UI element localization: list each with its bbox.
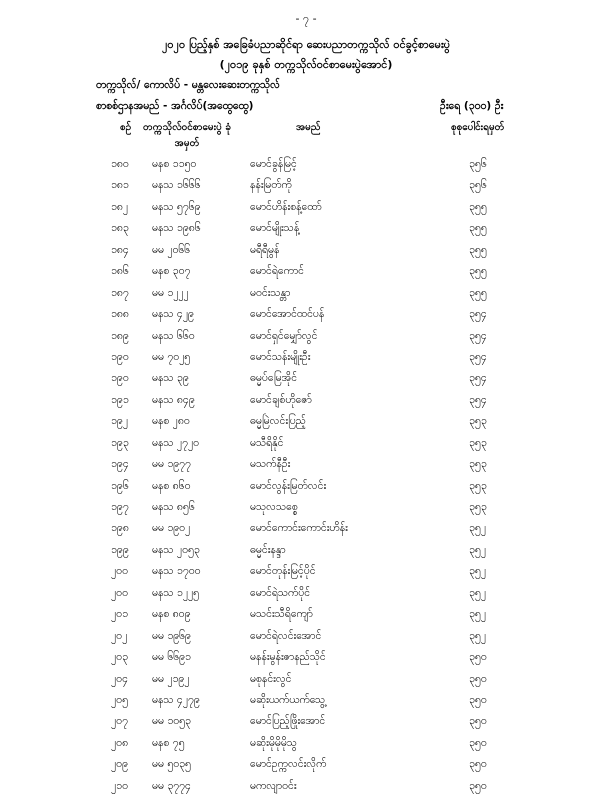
- total-marks: ၃၅၄: [469, 329, 487, 342]
- student-name: မဆိုးယက်ယက်သွေ့: [250, 693, 326, 706]
- student-name: ဓမ္မပ်မြေအိုင်: [250, 372, 298, 385]
- table-row: [0, 458, 612, 479]
- table-row: [0, 158, 612, 179]
- table-row: [0, 394, 612, 415]
- table-row: [0, 522, 612, 543]
- total-marks: ၃၅၃: [469, 436, 487, 449]
- table-row: [0, 308, 612, 329]
- student-name: မောင်ရဲကောင်: [250, 265, 304, 278]
- roll-number: မမ ၁၀၅၃: [152, 715, 191, 728]
- table-row: [0, 372, 612, 393]
- student-name: မကလျာဝင်း: [250, 779, 297, 792]
- student-name: မောင်ရဲလင်းအောင်: [250, 629, 322, 642]
- row-number: ၂၀၇: [111, 715, 128, 728]
- roll-number: မနစ ၇၅: [152, 736, 185, 749]
- total-marks: ၃၅၂: [469, 586, 486, 599]
- total-marks: ၃၅၂: [469, 565, 486, 578]
- table-row: [0, 758, 612, 779]
- student-name: မသုလသစ္စေ: [250, 501, 298, 513]
- total-count: ဦးရေ (၃၀၀) ဦး: [440, 100, 504, 112]
- exam-center-line: စာစစ်ဌာနအမည် - အင်္ဂလိပ်(အထွေထွေ): [96, 100, 254, 112]
- roll-number: မနသ ၂၀၅၃: [152, 543, 200, 556]
- roll-number: မမ ၅၀၃၅: [152, 758, 191, 771]
- table-row: [0, 265, 612, 286]
- roll-number: မမ ၂၁၉၂: [152, 672, 190, 685]
- table-row: [0, 201, 612, 222]
- roll-number: မနသ ၁၆၆၆: [152, 179, 201, 192]
- row-number: ၁၈၃: [111, 222, 129, 235]
- roll-number: မနစ ၁၁၅၀: [152, 158, 197, 170]
- row-number: ၁၉၀: [111, 372, 129, 385]
- page-number: - ၇ -: [295, 12, 317, 25]
- student-name: မောင်မျိုးသန့်: [250, 222, 300, 235]
- document-subtitle: (၂၀၁၉ ခုနှစ် တက္ကသိုလ်ဝင်စာမေးပွဲအောင်): [219, 58, 393, 71]
- roll-number: မနစ ၈၀၉: [152, 608, 191, 621]
- row-number: ၂၀၄: [111, 672, 128, 685]
- roll-number: မနသ ၅၇၆၉: [152, 200, 201, 213]
- row-number: ၂၀၁: [111, 608, 128, 621]
- row-number: ၁၈၄: [111, 243, 129, 256]
- student-name: မောင်ကောင်းကောင်းဟိန်း: [250, 522, 348, 535]
- total-marks: ၃၅၀: [469, 715, 487, 728]
- total-marks: ၃၅၃: [469, 415, 487, 428]
- total-marks: ၃၅၂: [469, 522, 486, 535]
- row-number: ၂၁၀: [111, 779, 128, 792]
- roll-number: မမ ၃၇၇၄: [152, 779, 191, 792]
- student-name: မဆိုးမိုမိုမိုသွ: [250, 736, 297, 749]
- table-header: [0, 120, 612, 156]
- roll-number: မမ ၁၉၀၂: [152, 522, 191, 535]
- student-name: မစုနင်းလွင်: [250, 672, 292, 685]
- student-name: မောင်တုန်းမြင့်ပိုင်: [250, 565, 316, 578]
- roll-number: မနသ ၄၂၉: [152, 308, 194, 321]
- roll-number: မနစ ၂၈၀: [152, 415, 190, 428]
- row-number: ၁၉၄: [111, 458, 129, 471]
- table-row: [0, 651, 612, 672]
- roll-number: မမ ၂၀၆၆: [152, 243, 191, 256]
- table-row: [0, 501, 612, 522]
- table-row: [0, 565, 612, 586]
- total-marks: ၃၅၆: [469, 179, 487, 192]
- total-marks: ၃၅၄: [469, 350, 487, 363]
- total-marks: ၃၅၅: [469, 222, 487, 235]
- table-row: [0, 694, 612, 715]
- roll-number: မမ ၁၉၇၇: [152, 458, 191, 471]
- table-row: [0, 544, 612, 565]
- header-roll: တက္ကသိုလ်ဝင်စာမေးပွဲ ခုံအမှတ်: [143, 122, 231, 149]
- row-number: ၁၉၉: [111, 543, 129, 556]
- roll-number: မနသ ၁၉၈၆: [152, 222, 201, 235]
- table-row: [0, 737, 612, 758]
- student-name: မောင်ရဲသက်ပိုင်: [250, 586, 311, 599]
- table-row: [0, 415, 612, 436]
- row-number: ၂၀၉: [111, 758, 128, 771]
- total-marks: ၃၅၄: [469, 372, 487, 385]
- table-row: [0, 480, 612, 501]
- header-name: အမည်: [296, 122, 321, 133]
- row-number: ၁၉၂: [111, 415, 128, 428]
- student-name: မရီရီမွန်: [250, 243, 280, 256]
- total-marks: ၃၅၅: [469, 286, 487, 299]
- results-table: [0, 158, 612, 801]
- row-number: ၁၈၂: [111, 200, 129, 213]
- roll-number: မနသ ၁၂၂၅: [152, 586, 200, 599]
- total-marks: ၃၅၂: [469, 543, 486, 556]
- total-marks: ၃၅၃: [469, 458, 487, 471]
- row-number: ၂၀၂: [111, 629, 128, 642]
- row-number: ၁၉၆: [111, 479, 129, 492]
- roll-number: မမ ၁၉၆၉: [152, 629, 191, 642]
- roll-number: မမ ၇၀၂၅: [152, 350, 191, 363]
- row-number: ၁၈၀: [111, 158, 129, 170]
- table-row: [0, 244, 612, 265]
- student-name: နန်းမြတ်ကို: [250, 179, 292, 192]
- total-marks: ၃၅၀: [469, 736, 487, 749]
- table-row: [0, 673, 612, 694]
- table-row: [0, 780, 612, 801]
- roll-number: မနသ ၃၉: [152, 372, 189, 385]
- total-marks: ၃၅၀: [469, 758, 487, 771]
- student-name: မောင်ဥက္ကလင်းလိုက်: [250, 758, 327, 771]
- table-row: [0, 715, 612, 736]
- total-marks: ၃၅၃: [469, 479, 487, 492]
- table-row: [0, 587, 612, 608]
- roll-number: မနသ ၈၄၉: [152, 393, 195, 406]
- table-row: [0, 287, 612, 308]
- student-name: မောင်ဟိန်းစန့်ထော်: [250, 200, 322, 213]
- header-marks: စုစုပေါင်းရမှတ်: [451, 122, 505, 133]
- roll-number: မနသ ၆၆၀: [152, 329, 195, 342]
- total-marks: ၃၅၆: [469, 158, 487, 170]
- student-name: ဓမ္မမြဲလင်းပြည့်: [250, 415, 306, 428]
- student-name: မောင်ချစ်ဟိုဇော်: [250, 393, 312, 406]
- total-marks: ၃၅၅: [469, 265, 487, 278]
- table-row: [0, 608, 612, 629]
- row-number: ၁၉၁: [111, 393, 129, 406]
- student-name: မသီရိနိုင်: [250, 436, 284, 449]
- row-number: ၁၉၀: [111, 350, 129, 363]
- row-number: ၂၀၈: [111, 736, 129, 749]
- row-number: ၁၉၃: [111, 436, 129, 449]
- student-name: မောင်ရှင်မျှော်လွင်: [250, 329, 318, 342]
- student-name: မောင်သန်းမျိုးဦး: [250, 350, 311, 363]
- row-number: ၂၀၀: [111, 586, 128, 599]
- total-marks: ၃၅၀: [469, 651, 487, 664]
- row-number: ၂၀၀: [111, 565, 128, 578]
- student-name: မသက်နီဦး: [250, 458, 291, 471]
- total-marks: ၃၅၀: [469, 779, 487, 792]
- university-line: တက္ကသိုလ်/ ကောလိပ် - မန္တလေးဆေးတက္ကသိုလ်: [96, 79, 281, 91]
- table-row: [0, 351, 612, 372]
- table-row: [0, 630, 612, 651]
- header-no: စဉ်: [120, 122, 132, 133]
- student-name: မသင်းသီရိကျော်: [250, 608, 313, 621]
- row-number: ၂၀၃: [111, 651, 128, 664]
- table-row: [0, 179, 612, 200]
- roll-number: မနစ ၃၀၇: [152, 265, 191, 278]
- table-row: [0, 330, 612, 351]
- roll-number: မနစ ၈၆၀: [152, 479, 191, 492]
- student-name: မောင်အောင်ထင်ပန်: [250, 308, 325, 321]
- table-row: [0, 222, 612, 243]
- row-number: ၁၉၈: [111, 522, 129, 535]
- row-number: ၁၈၁: [111, 179, 129, 192]
- total-marks: ၃၅၂: [469, 608, 486, 621]
- student-name: မောင်လွန်းမြတ်လင်း: [250, 479, 327, 492]
- total-marks: ၃၅၀: [469, 693, 487, 706]
- total-marks: ၃၅၃: [469, 501, 487, 513]
- row-number: ၁၈၈: [111, 308, 129, 321]
- total-marks: ၃၅၅: [469, 200, 487, 213]
- roll-number: မနသ ၈၅၆: [152, 501, 195, 513]
- row-number: ၁၈၇: [111, 286, 129, 299]
- row-number: ၂၀၅: [111, 693, 128, 706]
- roll-number: မနသ ၁၇၀၀: [152, 565, 201, 578]
- table-row: [0, 437, 612, 458]
- roll-number: မမ ၁၂၂၂: [152, 286, 189, 299]
- roll-number: မမ ၆၆၉၁: [152, 651, 191, 664]
- student-name: မောင်ပြည့်ဖြိုးအောင်: [250, 715, 326, 728]
- total-marks: ၃၅၅: [469, 243, 487, 256]
- total-marks: ၃၅၄: [469, 393, 487, 406]
- student-name: မနန်းမွန်းဇာနည်သိုင်: [250, 651, 326, 664]
- row-number: ၁၈၉: [111, 329, 129, 342]
- student-name: မဝင်းသန္တာ: [250, 286, 291, 299]
- roll-number: မနသ ၂၇၂၀: [152, 436, 200, 449]
- total-marks: ၃၅၀: [469, 672, 487, 685]
- total-marks: ၃၅၄: [469, 308, 487, 321]
- student-name: ဓမ္မင်းနန္ဒာ: [250, 543, 286, 556]
- document-title: ၂၀၂၀ ပြည့်နှစ် အခြေခံပညာဆိုင်ရာ ဆေးပညာတက္ကသိုလ် ဝင်ခွင့်စာမေးပွဲ: [161, 38, 451, 51]
- row-number: ၁၈၆: [111, 265, 129, 278]
- total-marks: ၃၅၂: [469, 629, 486, 642]
- row-number: ၁၉၇: [111, 501, 129, 513]
- student-name: မောင်ခွန်မြင့်: [250, 158, 297, 170]
- roll-number: မနသ ၄၂၇၉: [152, 693, 200, 706]
